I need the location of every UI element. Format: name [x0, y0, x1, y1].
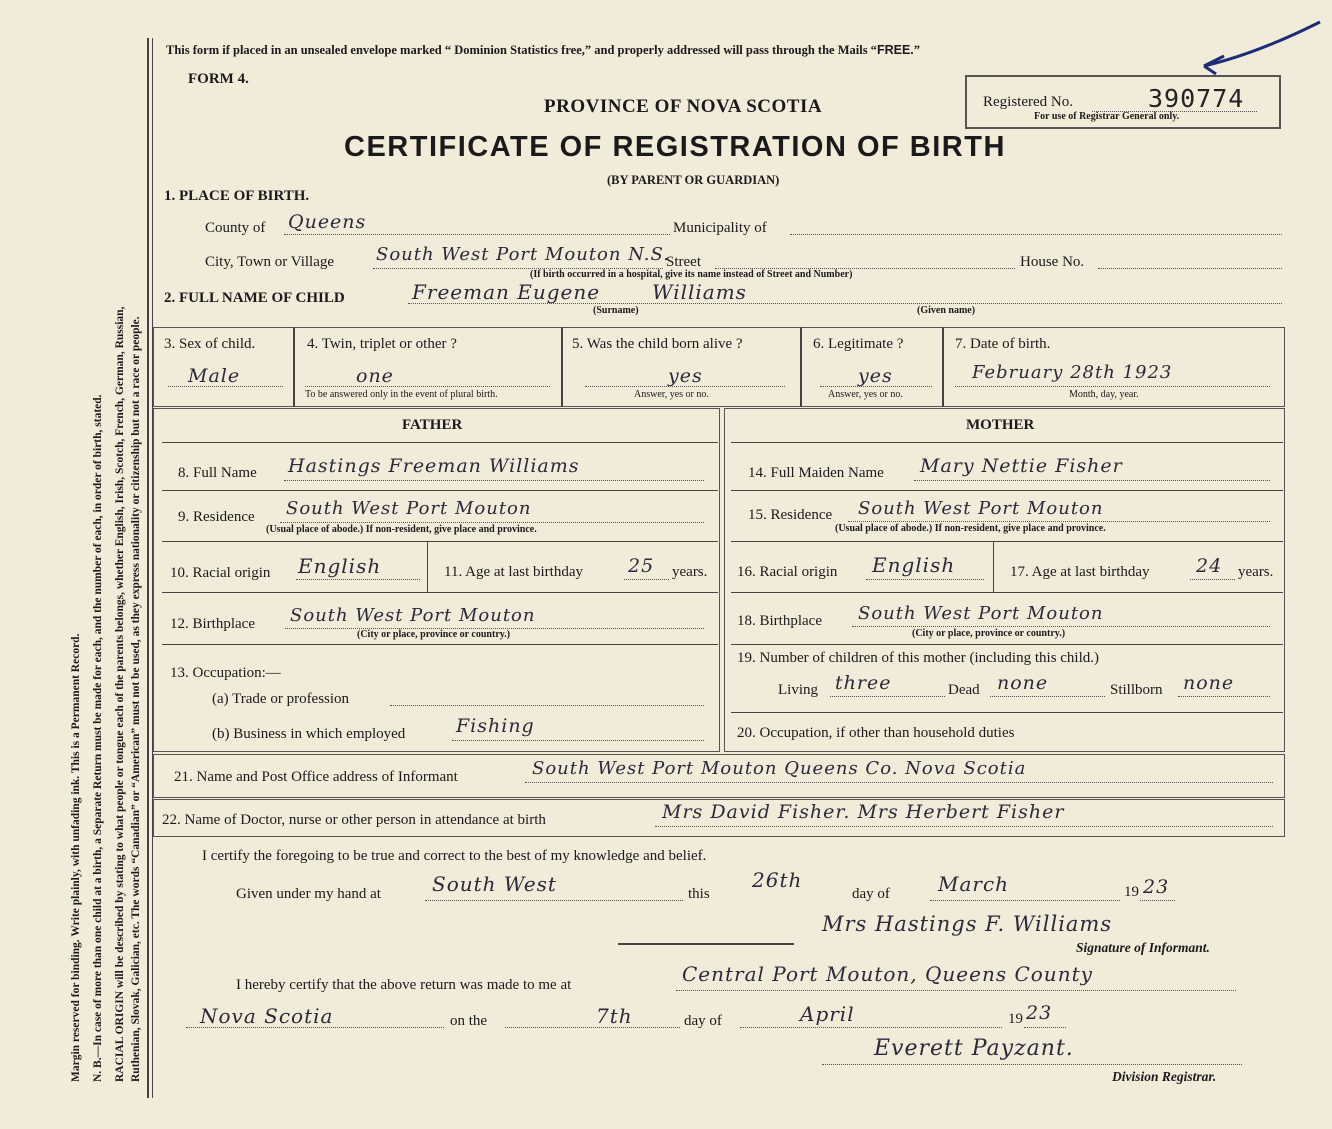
certify-statement: I certify the foregoing to be true and correct to the best of my knowledge and belief.	[202, 848, 707, 864]
registrar-use-note: For use of Registrar General only.	[1034, 111, 1180, 122]
registrar-day-of-label: day of	[684, 1013, 722, 1029]
stillborn-label: Stillborn	[1110, 682, 1163, 698]
father-racial-label: 10. Racial origin	[170, 565, 271, 581]
date-of-birth-label: 7. Date of birth.	[955, 336, 1051, 352]
sex-label: 3. Sex of child.	[164, 336, 256, 352]
father-residence-value: South West Port Mouton	[286, 498, 532, 519]
given-label: Given under my hand at	[236, 886, 381, 902]
date-note: Month, day, year.	[1069, 389, 1139, 400]
given-place-value: South West	[432, 872, 557, 896]
registrar-place-value: Central Port Mouton, Queens County	[682, 962, 1093, 986]
father-residence-label: 9. Residence	[178, 509, 255, 525]
father-trade-label: (a) Trade or profession	[212, 691, 350, 707]
father-age-suffix: years.	[672, 564, 708, 580]
side-note-racial: RACIAL ORIGIN will be described by stating to what people or tongue each of the parents belongs, whether English, Irish, Scotch, French, German, Russian,	[114, 306, 126, 1082]
father-age-label: 11. Age at last birthday	[444, 564, 583, 580]
dead-label: Dead	[948, 682, 980, 698]
living-label: Living	[778, 682, 818, 698]
mother-birthplace-label: 18. Birthplace	[737, 613, 822, 629]
legitimate-label: 6. Legitimate ?	[813, 336, 904, 352]
mother-occupation-label: 20. Occupation, if other than household duties	[737, 725, 1015, 741]
province-heading: PROVINCE OF NOVA SCOTIA	[544, 96, 823, 117]
doctor-value: Mrs David Fisher. Mrs Herbert Fisher	[662, 801, 1065, 823]
father-birthplace-label: 12. Birthplace	[170, 616, 255, 632]
informant-signature: Mrs Hastings F. Williams	[822, 912, 1113, 936]
legitimate-value: yes	[858, 365, 893, 387]
child-surname: Williams	[652, 280, 747, 304]
hospital-note: (If birth occurred in a hospital, give its name instead of Street and Number)	[530, 269, 853, 280]
registrar-month-value: April	[800, 1002, 855, 1026]
father-occupation-label: 13. Occupation:—	[170, 665, 281, 681]
mother-age-value: 24	[1196, 555, 1223, 577]
informant-signature-caption: Signature of Informant.	[1076, 940, 1210, 955]
registrar-on-the-label: on the	[450, 1013, 488, 1029]
alive-label: 5. Was the child born alive ?	[572, 336, 743, 352]
page-subtitle: (BY PARENT OR GUARDIAN)	[607, 173, 780, 187]
father-name-value: Hastings Freeman Williams	[288, 455, 580, 477]
surname-caption: (Surname)	[593, 305, 639, 316]
dead-value: none	[997, 672, 1049, 694]
father-residence-note: (Usual place of abode.) If non-resident, give place and province.	[266, 524, 537, 535]
father-birthplace-note: (City or place, province or country.)	[357, 629, 511, 640]
mother-birthplace-value: South West Port Mouton	[858, 603, 1104, 624]
registered-label: Registered No.	[983, 94, 1073, 110]
page-title: CERTIFICATE OF REGISTRATION OF BIRTH	[344, 131, 1006, 163]
city-value: South West Port Mouton N.S.	[376, 244, 670, 265]
sex-value: Male	[188, 365, 241, 387]
certification-year-prefix: 19	[1124, 884, 1139, 900]
this-label: this	[688, 886, 710, 902]
street-label: Street	[666, 254, 701, 270]
house-label: House No.	[1020, 254, 1085, 270]
county-value: Queens	[288, 211, 367, 233]
father-racial-value: English	[298, 554, 382, 578]
twin-note: To be answered only in the event of plural birth.	[305, 389, 498, 400]
mother-racial-value: English	[872, 553, 956, 577]
mother-name-value: Mary Nettie Fisher	[920, 455, 1123, 477]
father-birthplace-value: South West Port Mouton	[290, 605, 536, 626]
form-number: FORM 4.	[188, 71, 249, 87]
mother-residence-label: 15. Residence	[748, 507, 833, 523]
registrar-signature: Everett Payzant.	[874, 1036, 1074, 1061]
certification-month-value: March	[938, 872, 1010, 896]
registrar-caption: Division Registrar.	[1112, 1069, 1217, 1084]
side-note-nb: N. B.—In case of more than one child at a birth, a Separate Return must be made for each, and the number of each, in order of birth, stated.	[92, 394, 104, 1082]
date-of-birth-value: February 28th 1923	[972, 362, 1173, 383]
alive-note: Answer, yes or no.	[634, 389, 709, 400]
father-business-label: (b) Business in which employed	[212, 726, 406, 742]
certification-day-value: 26th	[752, 868, 803, 892]
mother-residence-value: South West Port Mouton	[858, 498, 1104, 519]
county-label: County of	[205, 220, 266, 236]
father-age-value: 25	[628, 555, 655, 577]
legitimate-note: Answer, yes or no.	[828, 389, 903, 400]
child-given-names: Freeman Eugene	[412, 280, 601, 304]
twin-label: 4. Twin, triplet or other ?	[307, 336, 457, 352]
child-name-label: 2. FULL NAME OF CHILD	[164, 290, 345, 306]
father-heading: FATHER	[402, 417, 463, 433]
doctor-label: 22. Name of Doctor, nurse or other person in attendance at birth	[162, 812, 546, 828]
certification-day-of-label: day of	[852, 886, 890, 902]
mother-age-label: 17. Age at last birthday	[1010, 564, 1150, 580]
living-value: three	[835, 672, 892, 694]
registrar-year-suffix: 23	[1026, 1002, 1053, 1024]
registered-number: 390774	[1148, 84, 1245, 113]
certification-year-suffix: 23	[1143, 876, 1170, 898]
side-note-margin: Margin reserved for binding. Write plainly, with unfading ink. This is a Permanent Record.	[70, 633, 82, 1082]
registrar-statement: I hereby certify that the above return was made to me at	[236, 977, 572, 993]
informant-label: 21. Name and Post Office address of Informant	[174, 769, 458, 785]
mother-birthplace-note: (City or place, province or country.)	[912, 628, 1066, 639]
mail-notice: This form if placed in an unsealed envelope marked “ Dominion Statistics free,” and properly addressed will pass through the Mails “FREE.”	[166, 43, 920, 57]
twin-value: one	[356, 365, 394, 387]
mother-age-suffix: years.	[1238, 564, 1274, 580]
mother-racial-label: 16. Racial origin	[737, 564, 838, 580]
given-name-caption: (Given name)	[917, 305, 976, 316]
place-of-birth-heading: 1. PLACE OF BIRTH.	[164, 188, 310, 204]
registrar-place-value-line2: Nova Scotia	[200, 1004, 334, 1028]
mother-name-label: 14. Full Maiden Name	[748, 465, 884, 481]
side-note-racial-cont: Ruthenian, Slovak, Galician, etc. The words “Canadian” or “American” must not be used, as they express nationality or citizenship but not a race or people.	[130, 316, 142, 1082]
mother-children-label: 19. Number of children of this mother (including this child.)	[737, 650, 1100, 666]
father-name-label: 8. Full Name	[178, 465, 257, 481]
municipality-label: Municipality of	[673, 220, 767, 236]
mother-residence-note: (Usual place of abode.) If non-resident, give place and province.	[835, 523, 1106, 534]
check-mark-icon	[1196, 18, 1326, 78]
alive-value: yes	[668, 365, 703, 387]
stillborn-value: none	[1183, 672, 1235, 694]
registrar-year-prefix: 19	[1008, 1011, 1023, 1027]
father-business-value: Fishing	[456, 715, 535, 737]
city-label: City, Town or Village	[205, 254, 335, 270]
informant-value: South West Port Mouton Queens Co. Nova Scotia	[532, 758, 1027, 779]
registrar-day-value: 7th	[596, 1004, 633, 1028]
mother-heading: MOTHER	[966, 417, 1035, 433]
